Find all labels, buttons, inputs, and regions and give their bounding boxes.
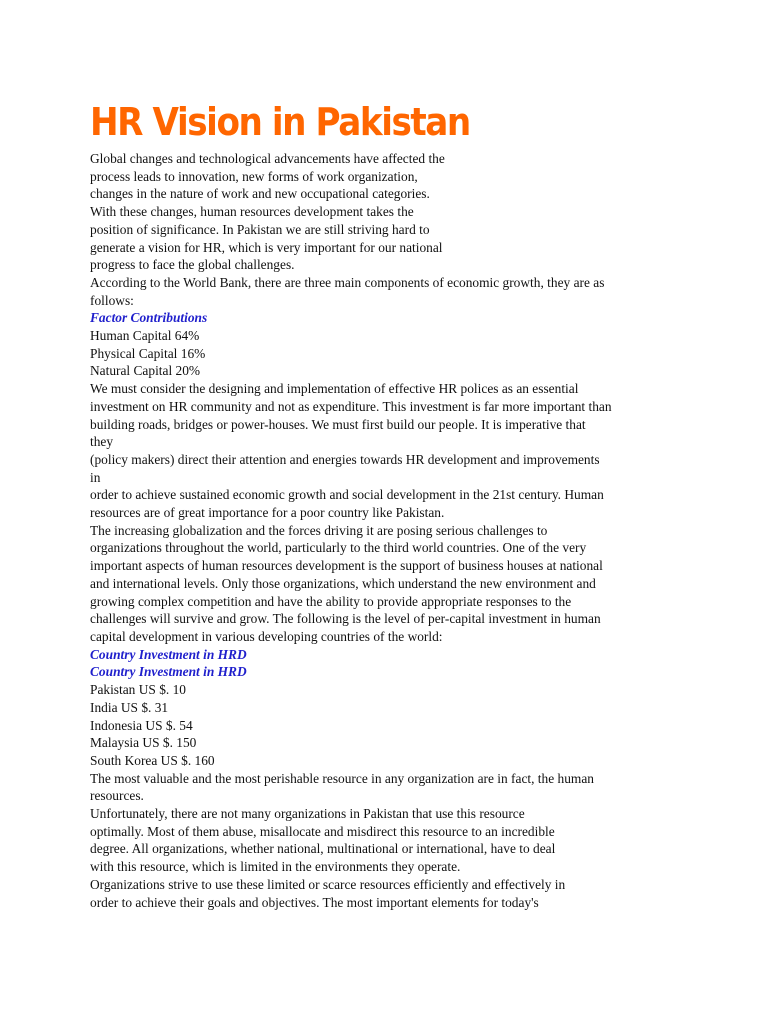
text-line: order to achieve their goals and objectives. The most important elements for today's bbox=[90, 894, 539, 910]
text-line: The increasing globalization and the forces driving it are posing serious challenges to bbox=[90, 522, 548, 538]
text-line: Global changes and technological advancements have affected the bbox=[90, 151, 445, 166]
text-line: generate a vision for HR, which is very important for our national bbox=[90, 239, 443, 255]
text-line: India US $. 31 bbox=[90, 699, 169, 715]
text-line: in bbox=[90, 469, 101, 485]
text-line: Natural Capital 20% bbox=[90, 363, 201, 379]
text-line: progress to face the global challenges. bbox=[90, 257, 295, 273]
document-title: HR Vision in Pakistan bbox=[90, 100, 470, 144]
text-line: South Korea US $. 160 bbox=[90, 752, 215, 768]
text-line: capital development in various developing countries of the world: bbox=[90, 628, 443, 644]
text-line: According to the World Bank, there are three main components of economic growth, they are as bbox=[90, 274, 605, 290]
text-line: changes in the nature of work and new occupational categories. bbox=[90, 186, 430, 202]
text-line: Physical Capital 16% bbox=[90, 345, 206, 361]
text-line: building roads, bridges or power-houses. We must first build our people. It is imperative that bbox=[90, 416, 586, 432]
text-line: investment on HR community and not as expenditure. This investment is far more important than bbox=[90, 398, 612, 414]
text-line: growing complex competition and have the ability to provide appropriate responses to the bbox=[90, 593, 572, 609]
text-line: optimally. Most of them abuse, misallocate and misdirect this resource to an incredible bbox=[90, 823, 555, 839]
document-page bbox=[90, 97, 690, 911]
text-line: with this resource, which is limited in the environments they operate. bbox=[90, 859, 461, 875]
text-line: Indonesia US $. 54 bbox=[90, 717, 193, 733]
text-line: Organizations strive to use these limited or scarce resources efficiently and effectively in bbox=[90, 876, 566, 892]
text-line: follows: bbox=[90, 292, 134, 308]
text-line: Malaysia US $. 150 bbox=[90, 735, 197, 751]
text-line: We must consider the designing and implementation of effective HR polices as an essential bbox=[90, 381, 579, 397]
text-line: (policy makers) direct their attention and energies towards HR development and improvements bbox=[90, 451, 600, 467]
text-line: Pakistan US $. 10 bbox=[90, 682, 186, 698]
text-line: resources are of great importance for a poor country like Pakistan. bbox=[90, 505, 445, 521]
section-heading: Country Investment in HRD bbox=[90, 646, 247, 662]
text-line: process leads to innovation, new forms of work organization, bbox=[90, 168, 418, 184]
text-line: degree. All organizations, whether national, multinational or international, have to deal bbox=[90, 841, 556, 857]
text-line: order to achieve sustained economic growth and social development in the 21st century. Human bbox=[90, 487, 604, 503]
text-line: The most valuable and the most perishable resource in any organization are in fact, the human bbox=[90, 770, 594, 786]
text-line: challenges will survive and grow. The following is the level of per-capital investment in human bbox=[90, 611, 601, 627]
text-line: Human Capital 64% bbox=[90, 328, 200, 344]
text-line: With these changes, human resources development takes the bbox=[90, 204, 414, 220]
section-heading: Country Investment in HRD bbox=[90, 664, 247, 680]
text-line: and international levels. Only those organizations, which understand the new environment and bbox=[90, 575, 596, 591]
text-line: Unfortunately, there are not many organizations in Pakistan that use this resource bbox=[90, 806, 525, 822]
section-heading: Factor Contributions bbox=[90, 310, 208, 326]
text-line: organizations throughout the world, particularly to the third world countries. One of the very bbox=[90, 540, 587, 556]
text-line: resources. bbox=[90, 788, 144, 804]
text-line: they bbox=[90, 434, 114, 450]
text-line: position of significance. In Pakistan we are still striving hard to bbox=[90, 221, 430, 237]
document-body bbox=[90, 150, 690, 911]
text-line: important aspects of human resources development is the support of business houses at national bbox=[90, 558, 603, 574]
